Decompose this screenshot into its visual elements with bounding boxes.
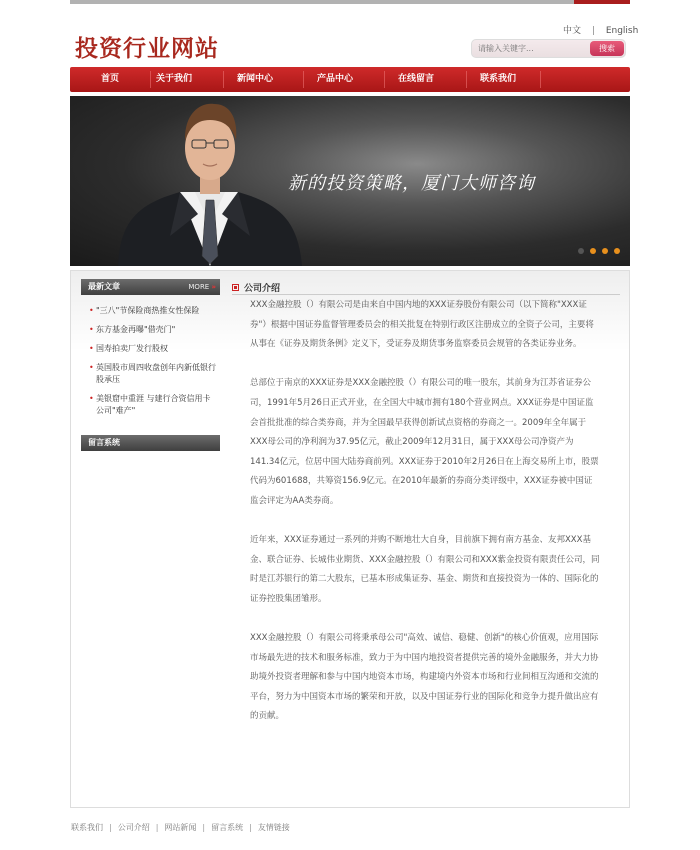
footer-link-friends[interactable]: 友情链接 [257,823,290,832]
top-border [70,0,630,4]
slide-dot-3[interactable] [602,248,608,254]
slide-dot-1[interactable] [578,248,584,254]
more-link[interactable] [188,279,216,295]
slide-dot-4[interactable] [614,248,620,254]
language-switch [563,23,638,36]
footer-link-news[interactable]: 网站新闻 [164,823,197,832]
news-item[interactable]: • 东方基金再曝"借壳门" [90,324,218,336]
section-title: 公司介绍 [244,284,281,294]
search-input[interactable] [478,42,588,55]
latest-news-header [81,279,220,295]
footer-separator: | [249,823,252,832]
search-button[interactable]: 搜索 [590,41,624,56]
site-logo[interactable]: 投资行业网站 [75,36,219,62]
news-item[interactable]: • 国寿拍卖厂发行股权 [90,343,218,355]
search-box [471,39,626,58]
footer-link-message[interactable]: 留言系统 [211,823,244,832]
more-arrow-icon: » [211,283,216,291]
news-item[interactable]: • 美银窟中重涯 与建行合资信用卡公司"难产" [90,393,218,417]
footer-separator: | [202,823,206,832]
article-paragraph: XXX金融控股（）有限公司将秉承母公司"高效、诚信、稳健、创新"的核心价值观，应用国际市场最先进的技术和服务标准，致力于为中国内地投资者提供完善的境外金融服务，并大力协助境外投资者理解和参与中国内地资本市场，构建境内外资本市场和行业间相互沟通和交流的平台，努力为中国资本市场的繁荣和开放，以及中国证券行业的国际化和竞争力提升做出应有的贡献。 [250,633,599,722]
lang-chinese-link[interactable]: 中文 [563,26,582,36]
hero-banner [70,96,630,266]
nav-item-products[interactable]: 产品中心 [316,74,353,84]
banner-slogan: 新的投资策略，厦门大师咨询 [288,173,535,194]
nav-item-message[interactable]: 在线留言 [397,74,434,84]
lang-english-link[interactable]: English [605,26,639,36]
article-paragraph: 近年来，XXX证券通过一系列的并购不断地壮大自身，目前旗下拥有南方基金、友邦XXX基金、联合证券、长城伟业期货、XXX金融控股（）有限公司和XXX紫金投资有限责任公司，同时是江苏银行的第二大股东，已基本形成集证券、基金、期货和直接投资为一体的、国际化的证券控股集团雏形。 [250,535,600,604]
slide-dot-2[interactable] [590,248,596,254]
footer-link-contact[interactable]: 联系我们 [71,823,103,832]
company-intro-article [250,296,600,747]
footer-separator: | [155,823,159,832]
news-item[interactable]: • 英国股市周四收盘创年内新低银行股承压 [90,362,218,386]
nav-divider [540,71,541,88]
article-paragraph: 总部位于南京的XXX证券是XXX金融控股（）有限公司的唯一股东，其前身为江苏省证券公司，1991年5月26日正式开业，在全国大中城市拥有180个营业网点。XXX证券是中国证监会首批批准的综合类券商，并为全国最早获得创新试点资格的券商之一。2009年全年属于XXX母公司的净利润为37.95亿元，截止2009年12月31日，属于XXX母公司净资产为141.34亿元，位居中国大陆券商前列。XXX证券于2010年2月26日在上海交易所上市，股票代码为601688，共筹资156.9亿元。在2010年最新的券商分类评级中，XXX证券被中国证监会评定为AA类券商。 [250,378,599,506]
nav-item-news[interactable]: 新闻中心 [236,74,273,84]
businessman-photo [110,96,310,266]
slide-indicators [575,247,620,257]
bullet-square-icon [232,284,239,291]
more-link-label: MORE [188,283,210,291]
message-system-title[interactable]: 留言系统 [88,438,120,447]
nav-item-home[interactable]: 首页 [100,74,119,84]
latest-news-title: 最新文章 [88,282,120,291]
main-nav [70,67,630,92]
footer-link-about[interactable]: 公司介绍 [117,823,150,832]
article-paragraph: XXX金融控股（）有限公司是由来自中国内地的XXX证券股份有限公司（以下简称"XXX证券"）根据中国证券监督管理委员会的相关批复在特别行政区注册成立的全资子公司，主要将从事在《证券及期货条例》定义下，受证券及期货事务监察委员会规管的各类证券业务。 [250,300,594,350]
news-list [90,305,218,424]
nav-item-about[interactable]: 关于我们 [155,74,192,84]
nav-item-contact[interactable]: 联系我们 [479,74,516,84]
footer-links [71,822,290,833]
news-item[interactable]: • "三八"节保险商热推女性保险 [90,305,218,317]
top-border-accent [574,0,630,4]
footer-separator: | [109,823,112,832]
lang-separator: | [591,26,595,36]
message-system-header [81,435,220,451]
section-heading [232,281,620,295]
